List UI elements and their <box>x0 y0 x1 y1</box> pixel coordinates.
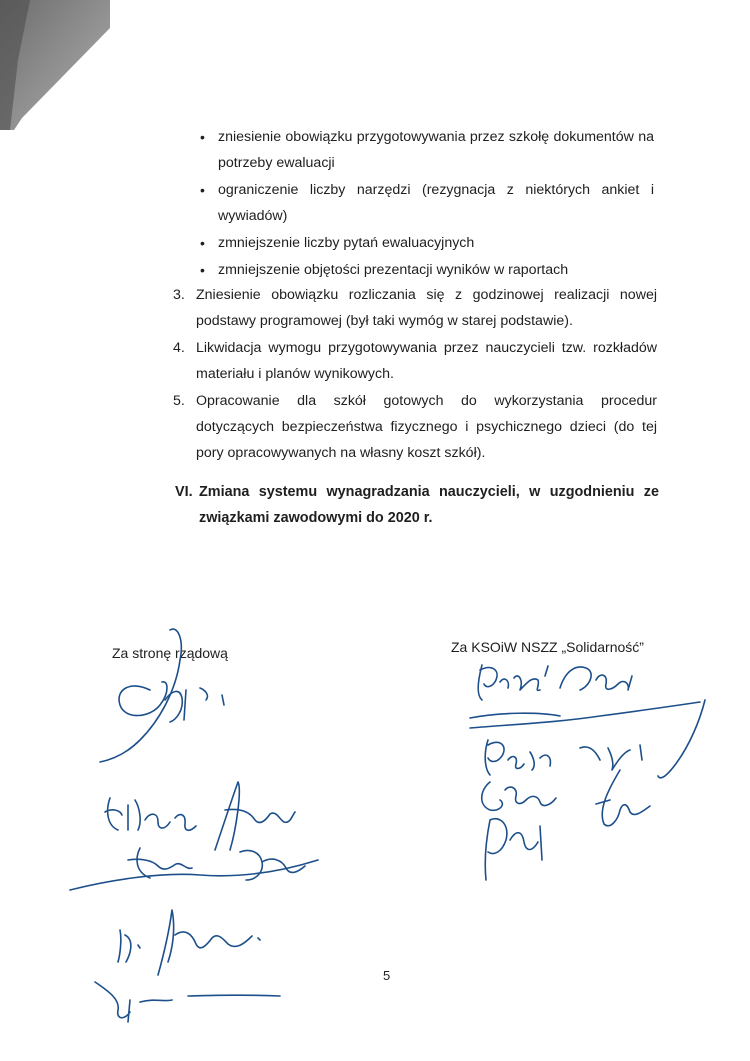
section-number: VI. <box>175 484 193 500</box>
item-text: Opracowanie dla szkół gotowych do wykorzystania procedur dotyczących bezpieczeństwa fizycznego i psychicznego dzieci (do tej pory opracowywanych na własny koszt szkół). <box>196 393 657 461</box>
signature-right-3 <box>485 740 642 775</box>
signature-right-4 <box>482 770 650 826</box>
signature-left-3 <box>70 848 318 890</box>
item-number: 3. <box>173 287 185 303</box>
signature-left-5 <box>95 982 280 1022</box>
item-number: 4. <box>173 340 185 356</box>
signature-left-4 <box>118 910 260 975</box>
bullet-icon: • <box>200 182 205 198</box>
section-title: Zmiana systemu wynagradzania nauczycieli, w uzgodnieniu ze związkami zawodowymi do 2020 r. <box>199 484 659 526</box>
signature-right-1 <box>478 665 632 700</box>
page-number: 5 <box>383 968 391 983</box>
bullet-text: ograniczenie liczby narzędzi (rezygnacja z niektórych ankiet i wywiadów) <box>218 182 654 224</box>
signature-right-5 <box>485 819 542 880</box>
bullet-icon: • <box>200 129 205 145</box>
signature-left-2 <box>105 782 295 850</box>
item-number: 5. <box>173 393 185 409</box>
bullet-text: zmniejszenie objętości prezentacji wyników w raportach <box>218 262 569 278</box>
union-side-label: Za KSOiW NSZZ „Solidarność” <box>451 639 644 655</box>
signature-left-1 <box>100 629 224 762</box>
item-text: Zniesienie obowiązku rozliczania się z godzinowej realizacji nowej podstawy programowej (był taki wymóg w starej podstawie). <box>196 287 657 329</box>
item-text: Likwidacja wymogu przygotowywania przez nauczycieli tzw. rozkładów materiału i planów wynikowych. <box>196 340 657 382</box>
bullet-text: zmniejszenie liczby pytań ewaluacyjnych <box>218 235 475 251</box>
bullet-icon: • <box>200 262 205 278</box>
bullet-icon: • <box>200 235 205 251</box>
government-side-label: Za stronę rządową <box>112 645 228 661</box>
signature-right-2 <box>470 700 705 778</box>
bullet-text: zniesienie obowiązku przygotowywania przez szkołę dokumentów na potrzeby ewaluacji <box>218 129 654 171</box>
